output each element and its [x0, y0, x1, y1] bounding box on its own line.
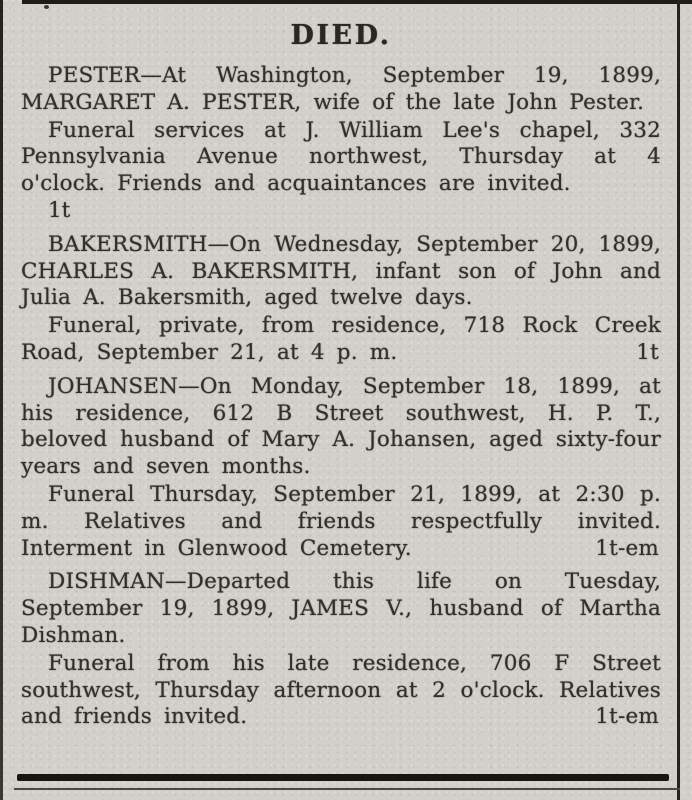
- print-run-tag: 1t: [636, 339, 659, 365]
- death-notice: [21, 63, 661, 117]
- print-run-tag: 1t-em: [595, 535, 659, 561]
- obituary-entry-dishman: [21, 569, 661, 731]
- funeral-notice-text: Funeral from his late residence, 706 F Street southwest, Thursday afternoon at 2 o'clock. Relatives and friends invited.: [21, 650, 661, 730]
- print-run-tag: [21, 198, 661, 225]
- funeral-notice: [21, 651, 661, 731]
- left-column-rule: [0, 0, 3, 800]
- death-notice-text: DISHMAN—Departed this life on Tuesday, September 19, 1899, JAMES V., husband of Martha Dishman.: [21, 569, 661, 648]
- obituary-column: [21, 12, 661, 731]
- funeral-notice: [21, 482, 661, 562]
- funeral-notice: [21, 313, 661, 367]
- funeral-notice-text: Funeral, private, from residence, 718 Rock Creek Road, September 21, at 4 p. m.: [21, 313, 661, 365]
- ink-speck: [44, 5, 49, 9]
- top-column-rule: [22, 0, 692, 4]
- print-run-tag-text: 1t: [48, 197, 71, 223]
- funeral-notice-text: Funeral services at J. William Lee's chapel, 332 Pennsylvania Avenue northwest, Thursday at 4 o'clock. Friends and acquaintances are invited.: [21, 117, 661, 197]
- funeral-notice-text: Funeral Thursday, September 21, 1899, at 2:30 p. m. Relatives and friends respectfully invited. Interment in Glenwood Cemetery.: [21, 481, 661, 561]
- death-notice: [21, 569, 661, 649]
- obituary-entry-bakersmith: [21, 232, 661, 367]
- death-notice: [21, 374, 661, 481]
- obituary-entry-pester: [21, 63, 661, 225]
- funeral-notice: [21, 118, 661, 198]
- right-column-rule: [677, 0, 680, 800]
- death-notice: [21, 232, 661, 312]
- obituary-entry-johansen: [21, 374, 661, 563]
- print-run-tag: 1t-em: [595, 704, 659, 730]
- death-notice-text: BAKERSMITH—On Wednesday, September 20, 1899, CHARLES A. BAKERSMITH, infant son of John and Julia A. Bakersmith, aged twelve days.: [21, 231, 661, 311]
- bottom-rule-thick: [17, 774, 669, 781]
- death-notice-text: JOHANSEN—On Monday, September 18, 1899, at his residence, 612 B Street southwest, H. P. T., beloved husband of Mary A. Johansen, aged sixty-four years and seven months.: [21, 373, 661, 480]
- bottom-rule-thin: [14, 788, 680, 790]
- death-notice-text: PESTER—At Washington, September 19, 1899, MARGARET A. PESTER, wife of the late John Pester.: [21, 63, 661, 115]
- section-title: DIED.: [290, 20, 392, 51]
